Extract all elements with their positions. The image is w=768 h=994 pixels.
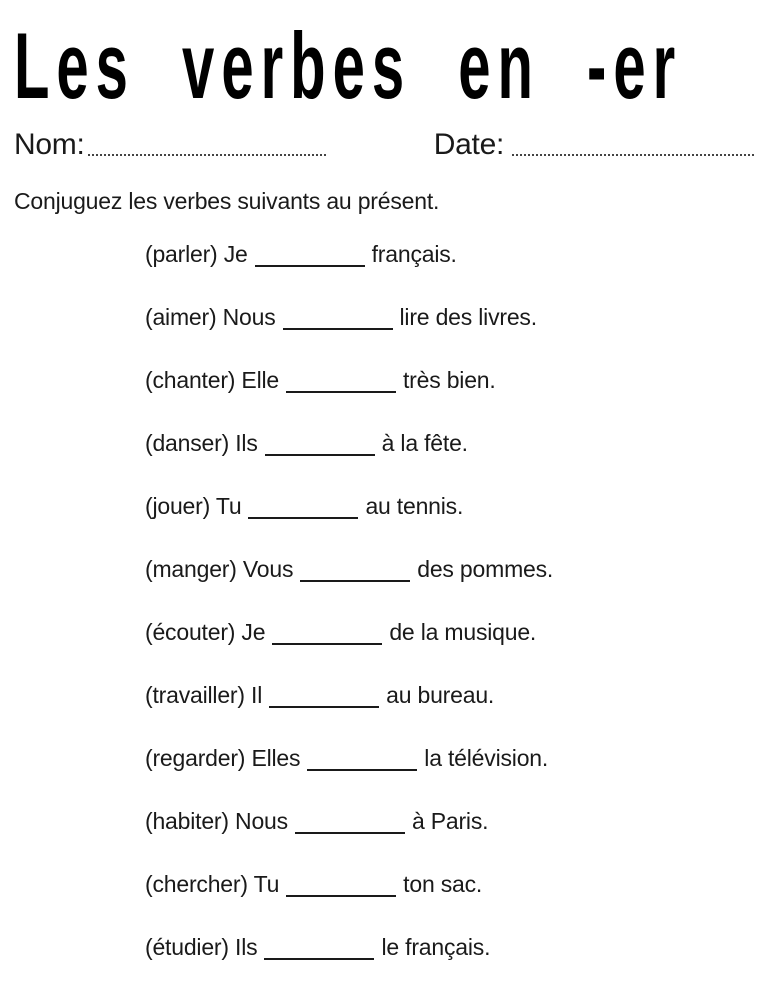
answer-blank[interactable] (300, 578, 410, 582)
exercise-after: le français. (381, 934, 491, 960)
exercise-after: à la fête. (381, 430, 468, 456)
date-fill-line[interactable] (512, 154, 754, 156)
answer-blank[interactable] (307, 767, 417, 771)
exercise-after: français. (371, 241, 457, 267)
exercise-after: ton sac. (403, 871, 483, 897)
exercise-after: très bien. (402, 367, 496, 393)
exercise-prompt: (parler) Je (145, 241, 248, 267)
exercise-row-6 (145, 538, 754, 601)
exercise-row-10 (145, 790, 754, 853)
exercise-after: des pommes. (417, 556, 554, 582)
answer-blank[interactable] (264, 956, 374, 960)
page-title: Les verbes en -er (14, 13, 683, 119)
exercise-row-2 (145, 286, 754, 349)
exercise-after: lire des livres. (399, 304, 537, 330)
exercise-prompt: (travailler) Il (145, 682, 263, 708)
exercise-prompt: (manger) Vous (145, 556, 294, 582)
answer-blank[interactable] (283, 326, 393, 330)
exercise-after: au bureau. (386, 682, 495, 708)
answer-blank[interactable] (255, 263, 365, 267)
name-date-row (14, 128, 754, 162)
answer-blank[interactable] (295, 830, 405, 834)
exercise-row-7 (145, 601, 754, 664)
exercise-prompt: (habiter) Nous (145, 808, 288, 834)
answer-blank[interactable] (286, 389, 396, 393)
exercise-row-12 (145, 916, 754, 979)
exercise-prompt: (regarder) Elles (145, 745, 301, 771)
exercise-after: à Paris. (411, 808, 489, 834)
exercise-after: au tennis. (365, 493, 464, 519)
exercise-row-8 (145, 664, 754, 727)
exercise-row-3 (145, 349, 754, 412)
answer-blank[interactable] (272, 641, 382, 645)
answer-blank[interactable] (248, 515, 358, 519)
exercise-row-11 (145, 853, 754, 916)
exercise-after: la télévision. (424, 745, 549, 771)
answer-blank[interactable] (286, 893, 396, 897)
date-label: Date: (433, 128, 504, 161)
answer-blank[interactable] (269, 704, 379, 708)
exercise-row-1 (145, 223, 754, 286)
exercise-prompt: (jouer) Tu (145, 493, 242, 519)
exercise-prompt: (chanter) Elle (145, 367, 279, 393)
exercise-after: de la musique. (389, 619, 537, 645)
name-fill-line[interactable] (88, 154, 326, 156)
exercise-list (14, 223, 754, 979)
exercise-prompt: (écouter) Je (145, 619, 266, 645)
title-area (14, 8, 754, 119)
exercise-prompt: (étudier) Ils (145, 934, 258, 960)
instruction-text: Conjuguez les verbes suivants au présent. (14, 188, 440, 214)
exercise-row-5 (145, 475, 754, 538)
exercise-prompt: (aimer) Nous (145, 304, 276, 330)
exercise-row-9 (145, 727, 754, 790)
name-label: Nom: (14, 128, 85, 161)
exercise-row-4 (145, 412, 754, 475)
exercise-prompt: (danser) Ils (145, 430, 258, 456)
answer-blank[interactable] (265, 452, 375, 456)
exercise-prompt: (chercher) Tu (145, 871, 280, 897)
